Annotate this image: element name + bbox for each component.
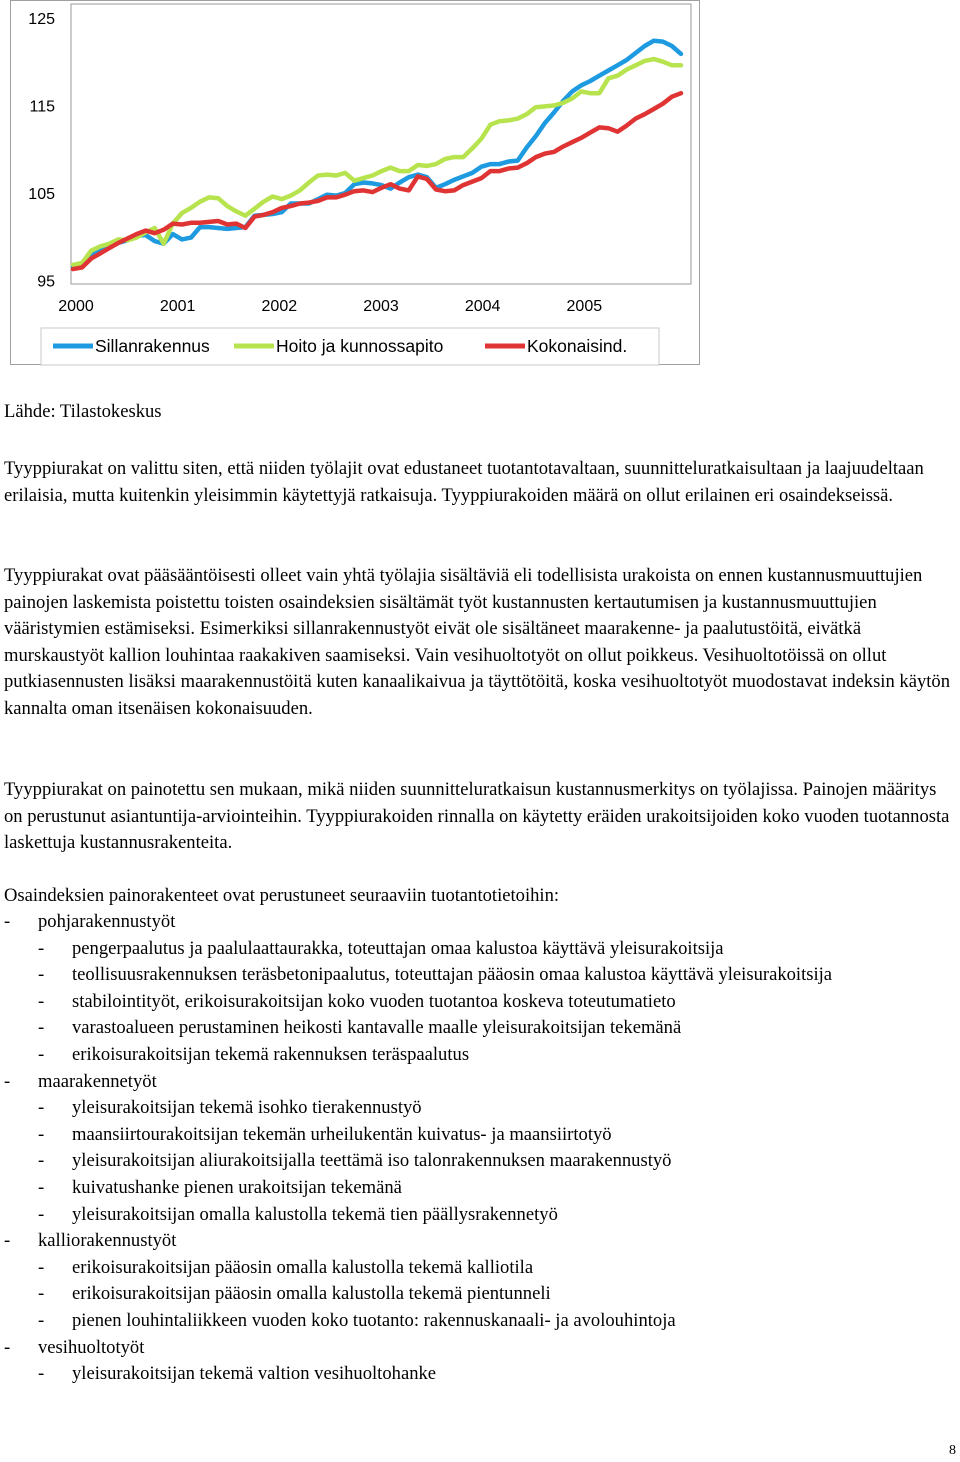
list-item-text: pengerpaalutus ja paalulaattaurakka, toteuttajan omaa kalustoa käyttävä yleisurakoitsija	[72, 937, 724, 959]
list-dash: -	[38, 1017, 45, 1039]
x-tick-label: 2000	[58, 298, 94, 315]
list-dash: -	[4, 1230, 11, 1252]
list-item	[4, 989, 952, 1016]
y-tick-label: 125	[28, 11, 55, 28]
list-item-text: erikoisurakoitsijan pääosin omalla kalustolla tekemä kalliotila	[72, 1256, 534, 1278]
list-item-text: erikoisurakoitsijan tekemä rakennuksen teräspaalutus	[72, 1043, 470, 1065]
list-item-text: kuivatushanke pienen urakoitsijan tekemänä	[72, 1176, 402, 1198]
paragraph-1: Tyyppiurakat on valittu siten, että niiden työlajit ovat edustaneet tuotantotavaltaan, suunnitteluratkaisultaan ja laajuudeltaan erilaisia, mutta kuitenkin yleisimmin käytettyjä ratkaisuja. Tyyppiurakoiden määrä on ollut erilainen eri osaindekseissä.	[4, 458, 924, 506]
x-tick-label: 2003	[363, 298, 399, 315]
list-item-text: erikoisurakoitsijan pääosin omalla kalustolla tekemä pientunneli	[72, 1283, 551, 1305]
group-title-text: pohjarakennustyöt	[38, 911, 176, 932]
source-note: Lähde: Tilastokeskus	[4, 401, 162, 422]
paragraph-2: Tyyppiurakat ovat pääsääntöisesti olleet vain yhtä työlajia sisältäviä eli todellisista urakoista on ennen kustannusmuuttujien painojen laskemista poistettu toisten osaindeksien sisältämät työt kustannusten kertautumisen ja kustannusmuuttujien vääristymien estämiseksi. Esimerkiksi sillanrakennustyöt eivät ole sisältäneet maarakenne- ja paalutustöitä, eivätkä murskaustyöt kallion louhintaa raakakiven saamiseksi. Vain vesihuoltotyöt on ollut poikkeus. Vesihuoltotöissä on ollut putkiasennusten lisäksi maarakennustöitä kuten kanaalikaivua ja täyttötöitä, koska vesihuoltotyöt muodostavat indeksin käytön kannalta oman itsenäisen kokonaisuuden.	[4, 565, 951, 719]
list-item	[4, 1015, 952, 1042]
list-item-text: varastoalueen perustaminen heikosti kantavalle maalle yleisurakoitsijan tekemänä	[72, 1017, 682, 1039]
list-item	[4, 962, 952, 989]
list-item-text: yleisurakoitsijan omalla kalustolla tekemä tien päällysrakennetyö	[72, 1203, 558, 1225]
list-group-title	[4, 1228, 952, 1255]
group-title-text: kalliorakennustyöt	[38, 1230, 177, 1252]
list-dash: -	[38, 1097, 45, 1119]
list-dash: -	[38, 1150, 45, 1172]
y-tick-label: 95	[37, 273, 55, 291]
x-tick-label: 2002	[261, 298, 298, 315]
list-dash: -	[38, 990, 45, 1012]
list-dash: -	[38, 1283, 45, 1305]
line-chart	[11, 1, 701, 366]
list-item-text: stabilointityöt, erikoisurakoitsijan koko vuoden tuotantoa koskeva toteutumatieto	[72, 990, 676, 1012]
y-tick-label: 115	[29, 98, 55, 116]
list-dash: -	[38, 1309, 45, 1331]
y-tick-label: 105	[28, 186, 55, 203]
list-dash: -	[38, 964, 45, 986]
list-intro: Osaindeksien painorakenteet ovat perustuneet seuraaviin tuotantotietoihin:	[4, 885, 560, 906]
list-group-title	[4, 909, 952, 936]
group-title-text: vesihuoltotyöt	[38, 1336, 145, 1358]
list-dash: -	[38, 1363, 45, 1385]
x-tick-label: 2005	[566, 298, 603, 315]
list-item	[4, 1308, 952, 1335]
list-item-text: yleisurakoitsijan aliurakoitsijalla teettämä iso talonrakennuksen maarakennustyö	[72, 1150, 672, 1172]
list-item	[4, 936, 952, 963]
list-dash: -	[38, 1123, 45, 1145]
x-tick-label: 2001	[159, 298, 196, 315]
list-group-title	[4, 1069, 952, 1096]
chart-frame	[10, 0, 700, 365]
list-item	[4, 1202, 952, 1229]
list-dash: -	[4, 1070, 11, 1092]
list-dash: -	[4, 1336, 11, 1358]
list-item-text: pienen louhintaliikkeen vuoden koko tuotanto: rakennuskanaali- ja avolouhintoja	[72, 1309, 676, 1331]
list-group-title	[4, 1335, 952, 1362]
list-item	[4, 1148, 952, 1175]
list-dash: -	[38, 1043, 45, 1065]
list-item	[4, 1361, 952, 1388]
list-item-text: teollisuusrakennuksen teräsbetonipaalutus, toteuttajan pääosin omaa kalustoa käyttävä yleisurakoitsija	[72, 964, 833, 986]
list-dash: -	[38, 1256, 45, 1278]
list-item-text: maansiirtourakoitsijan tekemän urheilukentän kuivatus- ja maansiirtotyö	[72, 1123, 612, 1145]
list-item	[4, 1122, 952, 1149]
legend-label: Hoito ja kunnossapito	[276, 336, 444, 356]
paragraph-3: Tyyppiurakat on painotettu sen mukaan, mikä niiden suunnitteluratkaisun kustannusmerkitys on työlajissa. Painojen määritys on perustunut asiantuntija-arviointeihin. Tyyppiurakoiden rinnalla on käytetty eräiden urakoitsijoiden koko vuoden tuotannosta laskettuja kustannusrakenteita.	[4, 779, 950, 853]
production-data-list	[4, 909, 952, 1388]
list-item	[4, 1281, 952, 1308]
list-dash: -	[38, 1176, 45, 1198]
legend-label: Kokonaisind.	[527, 336, 628, 356]
legend-label: Sillanrakennus	[95, 336, 210, 356]
list-item	[4, 1255, 952, 1282]
x-tick-label: 2004	[464, 298, 501, 315]
list-item	[4, 1175, 952, 1202]
list-dash: -	[4, 911, 11, 932]
list-dash: -	[38, 1203, 45, 1225]
list-dash: -	[38, 937, 45, 959]
list-item	[4, 1042, 952, 1069]
page-number: 8	[949, 1443, 956, 1458]
group-title-text: maarakennetyöt	[38, 1070, 157, 1092]
list-item-text: yleisurakoitsijan tekemä valtion vesihuoltohanke	[72, 1363, 437, 1385]
list-item	[4, 1095, 952, 1122]
list-item-text: yleisurakoitsijan tekemä isohko tierakennustyö	[72, 1097, 422, 1119]
